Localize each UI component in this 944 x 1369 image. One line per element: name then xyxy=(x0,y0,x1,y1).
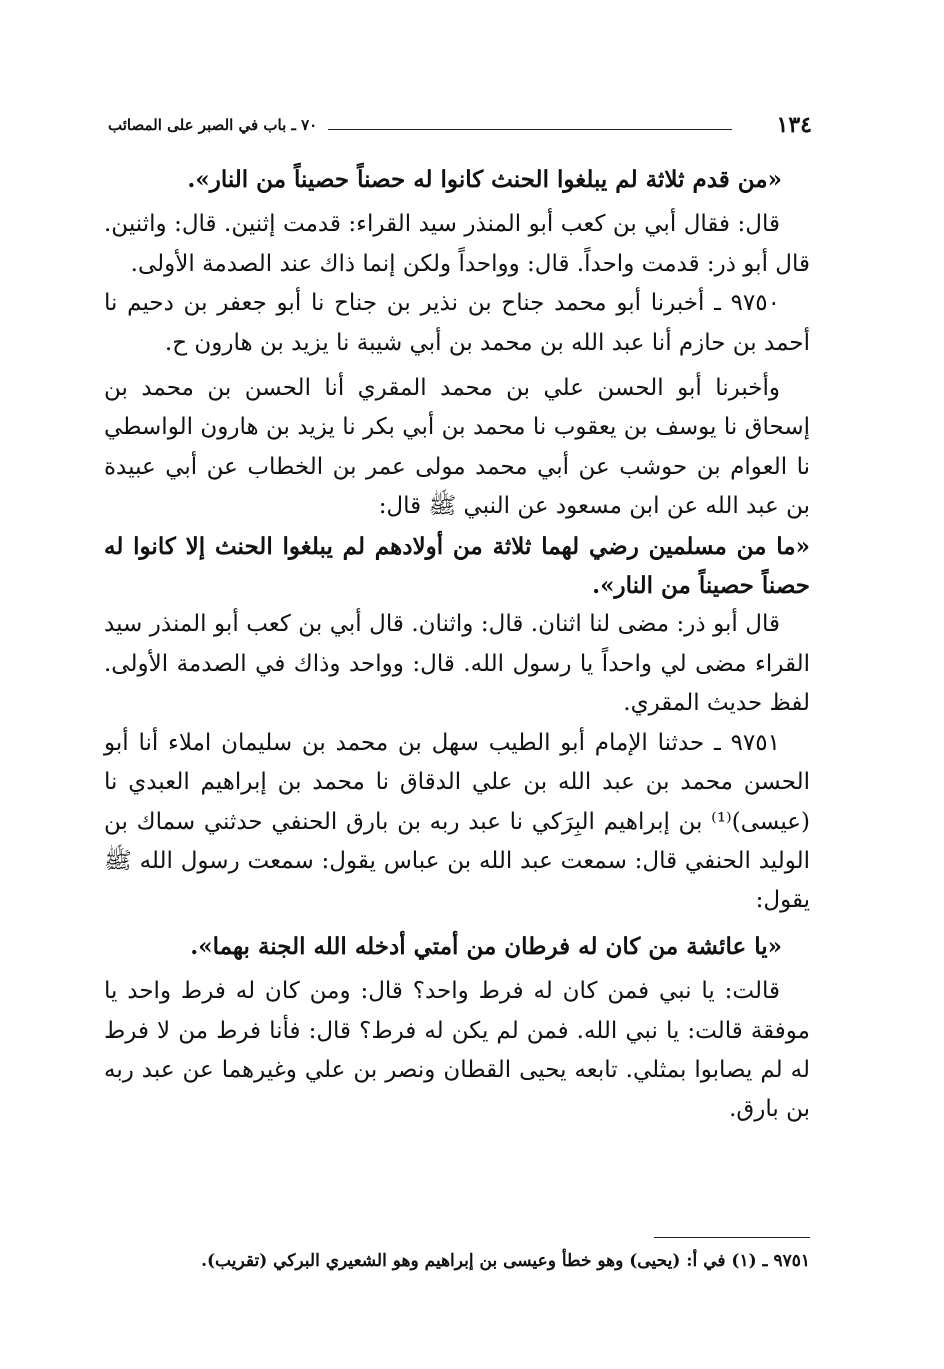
paragraph-3: قال أبو ذر: مضى لنا اثنان. قال: واثنان. قال أبي بن كعب أبو المنذر سيد القراء مضى لي واحداً يا رسول الله. قال: وواحد وذاك في الصدمة الأولى. لفظ حديث المقري. xyxy=(104,611,810,717)
paragraph-1: قال: فقال أبي بن كعب أبو المنذر سيد القراء: قدمت إثنين. قال: واثنين. قال أبو ذر: قدمت واحداً. قال: وواحداً ولكن إنما ذاك عند الصدمة الأولى. xyxy=(104,211,810,277)
chapter-title: ٧٠ ـ باب في الصبر على المصائب xyxy=(108,116,318,134)
header-rule xyxy=(328,129,732,130)
main-text xyxy=(104,160,810,1130)
page-number: ١٣٤ xyxy=(776,112,812,138)
hadith-quote-1: «من قدم ثلاثة لم يبلغوا الحنث كانوا له حصناً حصيناً من النار». xyxy=(187,166,782,193)
hadith-quote-3: «يا عائشة من كان له فرطان من أمتي أدخله الله الجنة بهما». xyxy=(190,932,782,960)
footnote: ٩٧٥١ ـ (١) في أ: (يحيى) وهو خطأ وعيسى بن إبراهيم وهو الشعيري البركي (تقريب). xyxy=(201,1251,810,1271)
hadith-quote-2: «ما من مسلمين رضي لهما ثلاثة من أولادهم لم يبلغوا الحنث إلا كانوا له حصناً حصيناً من النار». xyxy=(104,532,810,600)
narration-9751: ٩٧٥١ ـ حدثنا الإمام أبو الطيب سهل بن محمد بن سليمان املاء أنا أبو الحسن محمد بن عبد الله بن علي الدقاق نا محمد بن إبراهيم العبدي نا (عيسى)⁽¹⁾ بن إبراهيم البِرَكي نا عبد ربه بن بارق الحنفي حدثني سماك بن الوليد الحنفي قال: سمعت عبد الله بن عباس يقول: سمعت رسول الله ﷺ يقول: xyxy=(104,729,810,914)
footnote-rule xyxy=(654,1237,810,1238)
narration-9750: ٩٧٥٠ ـ أخبرنا أبو محمد جناح بن نذير بن جناح نا أبو جعفر بن دحيم نا أحمد بن حازم أنا عبد الله بن محمد بن أبي شيبة نا يزيد بن هارون ح. xyxy=(104,290,810,356)
running-header xyxy=(100,112,812,146)
paragraph-2: وأخبرنا أبو الحسن علي بن محمد المقري أنا الحسن بن محمد بن إسحاق نا يوسف بن يعقوب نا محمد بن أبي بكر نا يزيد بن هارون الواسطي نا العوام بن حوشب عن أبي محمد مولى عمر بن الخطاب عن أبي عبيدة بن عبد الله عن ابن مسعود عن النبي ﷺ قال: xyxy=(104,375,810,520)
paragraph-4: قالت: يا نبي فمن كان له فرط واحد؟ قال: ومن كان له فرط واحد يا موفقة قالت: يا نبي الله. فمن لم يكن له فرط؟ قال: فأنا فرط من لا فرط له لم يصابوا بمثلي. تابعه يحيى القطان ونصر بن علي وغيرهما عن عبد ربه بن بارق. xyxy=(104,978,810,1123)
